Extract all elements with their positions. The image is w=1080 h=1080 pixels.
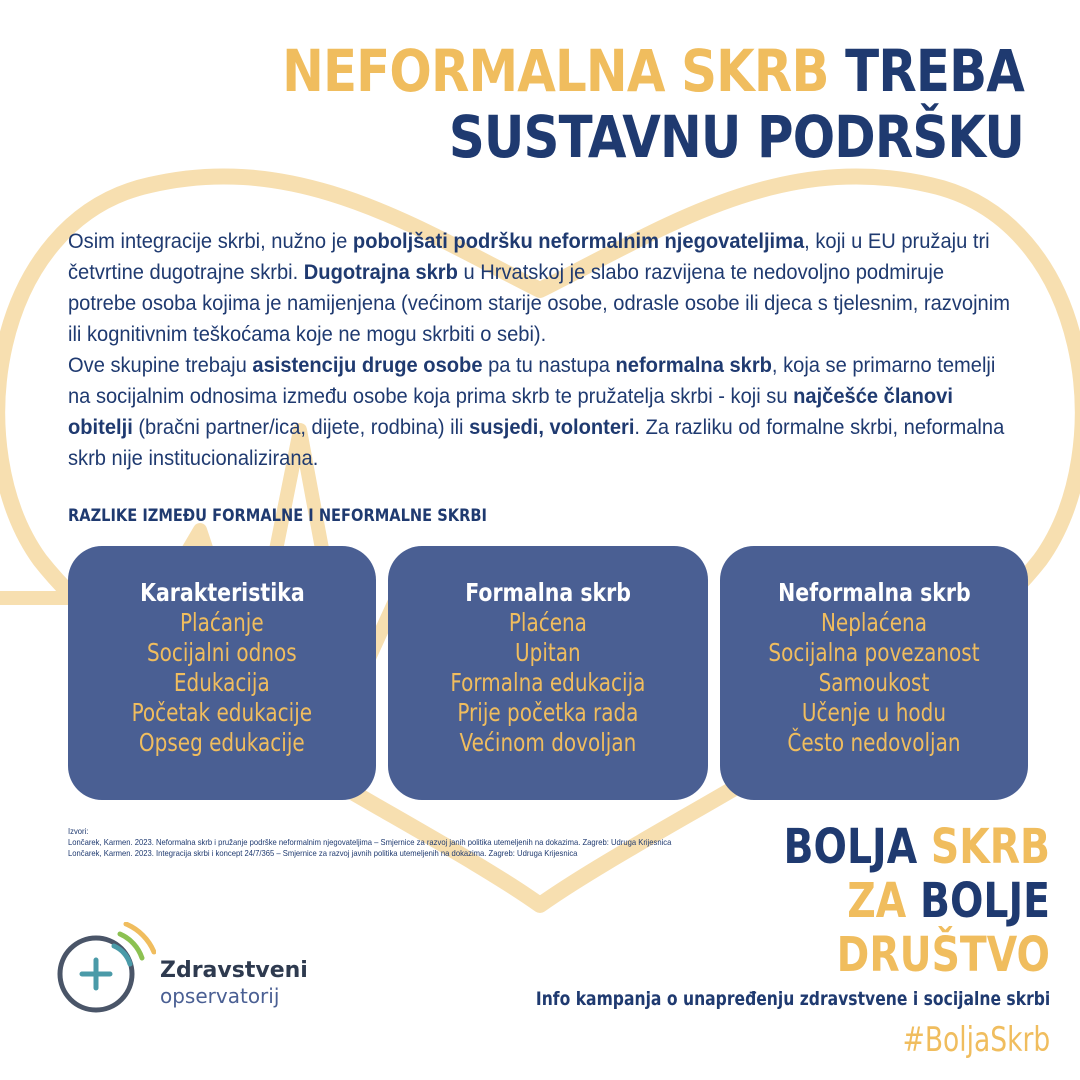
card-item: Socijalna povezanost: [768, 638, 980, 667]
card-item: Plaćena: [508, 608, 588, 637]
logo-subtitle: opservatorij: [160, 984, 280, 1008]
body-text-run: , koja se primarno temelji na socijalnim odnosima između osobe koja prima skrb te pružatelja skrbi - koji su: [68, 353, 996, 408]
card-list: [426, 608, 670, 758]
hashtag: #BoljaSkrb: [902, 1020, 1050, 1060]
card-item: Neplaćena: [820, 608, 927, 637]
intro-paragraph-2: [68, 350, 1012, 474]
card-title: Neformalna skrb: [777, 578, 971, 607]
section-title: RAZLIKE IZMEĐU FORMALNE I NEFORMALNE SKRBI: [68, 506, 487, 526]
card-item: Formalna edukacija: [450, 668, 646, 697]
emphasis-text: susjedi, volonteri: [469, 415, 635, 439]
slogan-word: ZA: [847, 873, 907, 929]
organization-logo: [56, 922, 326, 1022]
body-text-run: (bračni partner/ica, dijete, rodbina) ili: [132, 415, 470, 439]
campaign-slogan: [783, 820, 1050, 982]
page-title: [250, 38, 1024, 170]
emphasis-text: poboljšati podršku neformalnim njegovateljima: [352, 229, 805, 253]
card-item: Prije početka rada: [457, 698, 639, 727]
sources: [68, 826, 752, 859]
title-accent: NEFORMALNA SKRB: [282, 37, 829, 105]
card-list: [109, 608, 335, 758]
slogan-word: BOLJA: [783, 819, 918, 875]
card-informal-care: [720, 546, 1028, 800]
card-title: Karakteristika: [139, 578, 305, 607]
body-text-run: pa tu nastupa: [482, 353, 616, 377]
body-text-run: Ove skupine trebaju: [68, 353, 253, 377]
body-text-run: . Za razliku od formalne skrbi, neformalna skrb nije institucionalizirana.: [68, 415, 1005, 470]
body-text-run: u Hrvatskoj je slabo razvijena te nedovoljno podmiruje potrebe osoba kojima je namijenjena (većinom starije osobe, odrasle osobe ili djeca s tjelesnim, razvojnim ili kognitivnim teškoćama koje ne mogu skrbiti o sebi).: [68, 260, 1010, 346]
sources-label: Izvori:: [68, 826, 89, 836]
card-formal-care: [388, 546, 708, 800]
card-item: Opseg edukacije: [139, 728, 305, 757]
source-item: Lončarek, Karmen. 2023. Integracija skrbi i koncept 24/7/365 – Smjernice za razvoj javnih politika utemeljenih na dokazima. Zagreb: Udruga Krijesnica: [68, 848, 578, 858]
intro-paragraph-1: [68, 226, 1012, 350]
body-text-run: , koji u EU pružaju tri četvrtine dugotrajne skrbi.: [68, 229, 990, 284]
card-item: Plaćanje: [180, 608, 264, 637]
intro-text: [68, 226, 1012, 474]
campaign-subtitle: Info kampanja o unapređenju zdravstvene i socijalne skrbi: [535, 988, 1050, 1010]
emphasis-text: neformalna skrb: [615, 353, 772, 377]
emphasis-text: asistenciju druge osobe: [252, 353, 483, 377]
card-item: Većinom dovoljan: [459, 728, 637, 757]
title-line-2: SUSTAVNU PODRŠKU: [448, 103, 1024, 171]
source-item: Lončarek, Karmen. 2023. Neformalna skrb i pružanje podrške neformalnim njegovateljima – Smjernice za razvoj janih politika utemeljenih na dokazima. Zagreb: Udruga Krijesnica: [68, 837, 672, 847]
card-item: Socijalni odnos: [147, 638, 297, 667]
card-item: Često nedovoljan: [787, 728, 961, 757]
slogan-word: BOLJE: [919, 873, 1050, 929]
slogan-word: DRUŠTVO: [836, 927, 1050, 983]
logo-name: Zdravstveni: [160, 958, 308, 983]
card-item: Samoukost: [818, 668, 930, 697]
slogan-word: SKRB: [930, 819, 1050, 875]
card-item: Početak edukacije: [131, 698, 313, 727]
card-item: Učenje u hodu: [801, 698, 947, 727]
emphasis-text: Dugotrajna skrb: [303, 260, 458, 284]
plus-circle-signal-icon: [56, 922, 156, 1022]
card-item: Upitan: [515, 638, 581, 667]
card-characteristics: [68, 546, 376, 800]
card-list: [742, 608, 1006, 758]
emphasis-text: najčešće članovi obitelji: [68, 384, 953, 439]
title-navy: TREBA: [845, 37, 1024, 105]
body-text-run: Osim integracije skrbi, nužno je: [68, 229, 353, 253]
card-title: Formalna skrb: [465, 578, 631, 607]
card-item: Edukacija: [174, 668, 270, 697]
